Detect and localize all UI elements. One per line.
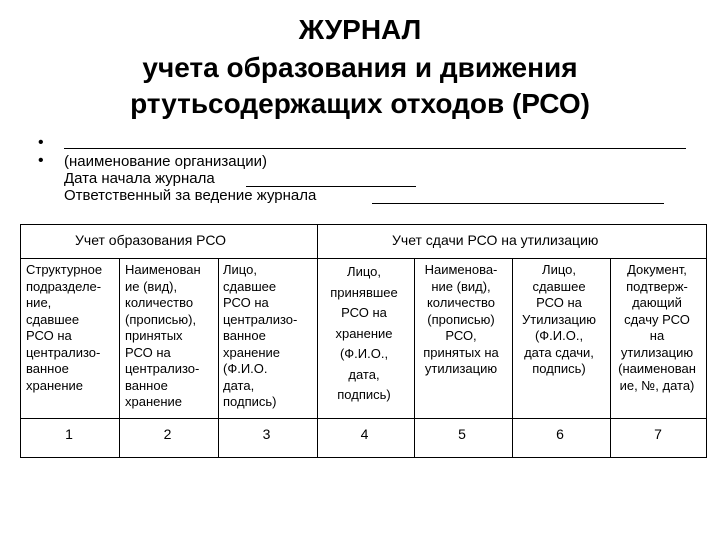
responsible-line [372,203,664,204]
column-number-4: 4 [360,426,369,442]
column-number-5: 5 [458,426,466,442]
header-formation: Учет образования РСО [75,232,227,248]
organization-label: (наименование организации) [64,153,267,170]
column-number-6: 6 [556,426,564,442]
column-1-header: Структурное подразделе- ние, сдавшее РСО на централизо- ванное хранение [26,262,103,393]
column-4-header: Лицо, принявшее РСО на хранение (Ф.И.О., дата, подпись) [330,264,398,402]
column-number-2: 2 [163,426,172,442]
journal-subtitle-line1: учета образования и движения [142,52,578,83]
column-3-header: Лицо, сдавшее РСО на централизо- ванное хранение (Ф.И.О. дата, подпись) [223,262,298,409]
column-number-7: 7 [654,426,662,442]
responsible-label: Ответственный за ведение журнала [64,187,317,204]
header-divider [21,258,706,259]
header-disposal: Учет сдачи РСО на утилизацию [392,232,599,248]
column-6-header: Лицо, сдавшее РСО на Утилизацию (Ф.И.О., дата сдачи, подпись) [522,262,596,376]
journal-title: ЖУРНАЛ [298,14,422,45]
column-2-header: Наименован ие (вид), количество (прописью), принятых РСО на централизо- ванное хранение [125,262,201,409]
column-number-3: 3 [262,426,271,442]
bullet-1: • [38,134,44,151]
journal-subtitle-line2: ртутьсодержащих отходов (РСО) [130,88,590,119]
number-row-divider [21,418,706,419]
column-number-1: 1 [65,426,73,442]
column-5-header: Наименова- ние (вид), количество (прописью) РСО, принятых на утилизацию [423,262,499,376]
column-7-header: Документ, подтверж- дающий сдачу РСО на утилизацию (наименован ие, №, дата) [618,262,696,393]
start-date-label: Дата начала журнала [64,170,215,187]
organization-name-line [64,148,686,149]
bullet-2: • [38,152,44,169]
